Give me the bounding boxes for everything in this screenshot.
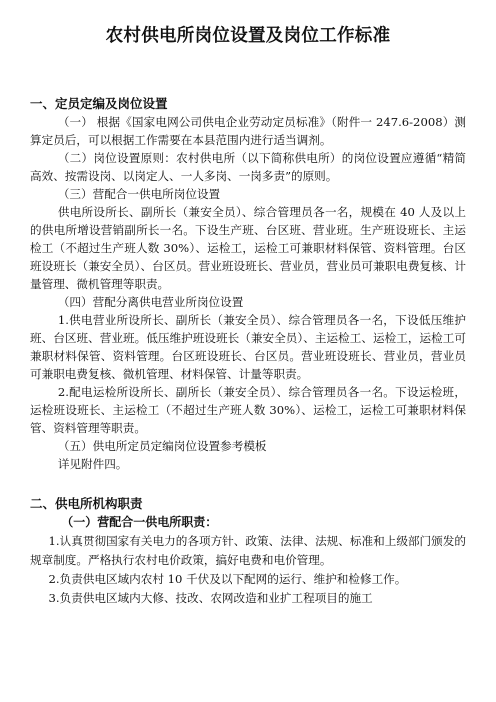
paragraph-integrated-heading: （三）营配合一供电所岗位设置 <box>57 187 221 201</box>
paragraph-post-principles: （二）岗位设置原则：农村供电所（以下简称供电所）的岗位设置应遵循“精简高效、按需设岗、以岗定人、一人多岗、一岗多责”的原则。 <box>30 151 466 183</box>
document-title: 农村供电所岗位设置及岗位工作标准 <box>105 26 391 46</box>
paragraph-business-office-posts: 1.供电营业所设所长、副所长（兼安全员）、综合管理员各一名，下设低压维护班、台区班、营业班。低压维护班设班长（兼安全员）、主运检工、运检工，运检工可兼职材料保管、资料管理。台区班设班长、台区员。营业班设班长、营业员，营业员可兼职电费复核、微机管理、材料保管、计量等职责。 <box>30 313 466 381</box>
paragraph-see-appendix: 详见附件四。 <box>57 457 128 471</box>
duty-item-2: 2.负责供电区域内农村 10 千伏及以下配网的运行、维护和检修工作。 <box>48 572 407 586</box>
paragraph-template-heading: （五）供电所定员定编岗位设置参考模板 <box>57 439 267 453</box>
paragraph-quota-standard: （一） 根据《国家电网公司供电企业劳动定员标准》（附件一 247.6-2008）测算定员后，可以根据工作需要在本县范围内进行适当调剂。 <box>30 115 466 147</box>
paragraph-separated-heading: （四）营配分离供电营业所岗位设置 <box>57 295 244 309</box>
paragraph-distribution-office-posts: 2.配电运检所设所长、副所长（兼安全员）、综合管理员各一名。下设运检班，运检班设班长、主运检工（不超过生产班人数 30%）、运检工，运检工可兼职材料保管、资料管理等职责。 <box>30 385 466 435</box>
duty-item-1: 1.认真贯彻国家有关电力的各项方针、政策、法律、法规、标准和上级部门颁发的规章制度。严格执行农村电价政策，搞好电费和电价管理。 <box>30 534 466 567</box>
duty-item-3: 3.负责供电区域内大修、技改、农网改造和业扩工程项目的施工 <box>48 591 373 605</box>
subsection-integrated-duties: （一）营配合一供电所职责： <box>61 515 218 529</box>
section-heading-staffing: 一、定员定编及岗位设置 <box>30 96 168 111</box>
paragraph-integrated-posts: 供电所设所长、副所长（兼安全员）、综合管理员各一名，规模在 40 人及以上的供电所增设营销副所长一名。下设生产班、台区班、营业班。生产班设班长、主运检工（不超过生产班人数 30%）、运检工，运检工可兼职材料保管、资料管理。台区班设班长（兼安全员）、台区员。营业班设班长、营业员，营业员可兼职电费复核、计量管理、微机管理等职责。 <box>30 205 466 291</box>
section-heading-duties: 二、供电所机构职责 <box>30 496 143 511</box>
